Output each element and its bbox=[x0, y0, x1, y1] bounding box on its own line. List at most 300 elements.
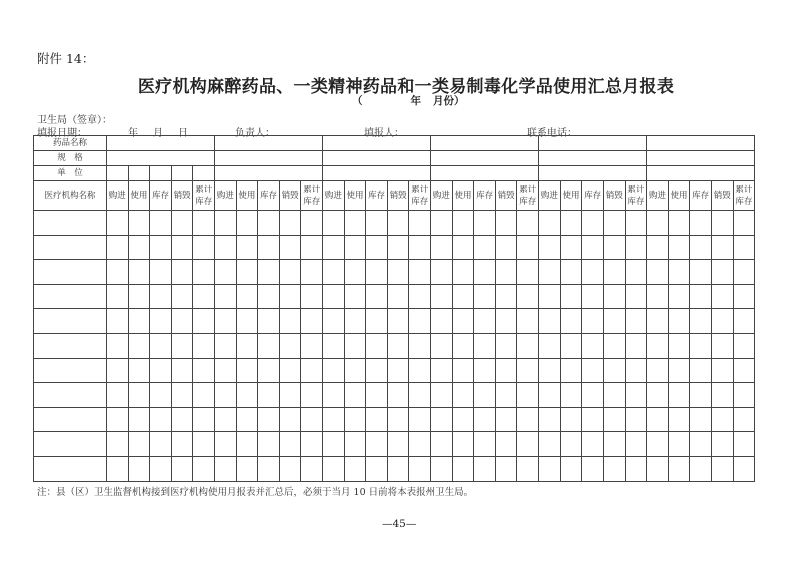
drug-name-input[interactable] bbox=[215, 136, 323, 151]
quantity-cell[interactable] bbox=[711, 284, 733, 309]
unit-input[interactable] bbox=[215, 166, 323, 181]
quantity-cell[interactable] bbox=[452, 260, 474, 285]
quantity-cell[interactable] bbox=[560, 407, 582, 432]
quantity-cell[interactable] bbox=[150, 235, 172, 260]
institution-name-cell[interactable] bbox=[34, 407, 107, 432]
quantity-cell[interactable] bbox=[258, 456, 280, 481]
quantity-cell[interactable] bbox=[344, 309, 366, 334]
quantity-cell[interactable] bbox=[431, 358, 453, 383]
quantity-cell[interactable] bbox=[474, 383, 496, 408]
institution-name-cell[interactable] bbox=[34, 235, 107, 260]
quantity-cell[interactable] bbox=[193, 407, 215, 432]
quantity-cell[interactable] bbox=[495, 260, 517, 285]
quantity-cell[interactable] bbox=[711, 309, 733, 334]
quantity-cell[interactable] bbox=[301, 358, 323, 383]
quantity-cell[interactable] bbox=[193, 432, 215, 457]
quantity-cell[interactable] bbox=[582, 235, 604, 260]
quantity-cell[interactable] bbox=[625, 333, 647, 358]
quantity-cell[interactable] bbox=[366, 284, 388, 309]
quantity-cell[interactable] bbox=[711, 432, 733, 457]
quantity-cell[interactable] bbox=[107, 456, 129, 481]
quantity-cell[interactable] bbox=[517, 309, 539, 334]
quantity-cell[interactable] bbox=[452, 383, 474, 408]
quantity-cell[interactable] bbox=[495, 383, 517, 408]
quantity-cell[interactable] bbox=[150, 358, 172, 383]
quantity-cell[interactable] bbox=[215, 432, 237, 457]
quantity-cell[interactable] bbox=[495, 358, 517, 383]
unit-input[interactable] bbox=[431, 166, 539, 181]
quantity-cell[interactable] bbox=[668, 333, 690, 358]
quantity-cell[interactable] bbox=[387, 309, 409, 334]
quantity-cell[interactable] bbox=[603, 260, 625, 285]
quantity-cell[interactable] bbox=[560, 235, 582, 260]
quantity-cell[interactable] bbox=[647, 333, 669, 358]
quantity-cell[interactable] bbox=[323, 260, 345, 285]
quantity-cell[interactable] bbox=[517, 456, 539, 481]
quantity-cell[interactable] bbox=[171, 211, 193, 236]
quantity-cell[interactable] bbox=[409, 383, 431, 408]
quantity-cell[interactable] bbox=[301, 260, 323, 285]
quantity-cell[interactable] bbox=[690, 260, 712, 285]
quantity-cell[interactable] bbox=[366, 358, 388, 383]
quantity-cell[interactable] bbox=[323, 432, 345, 457]
quantity-cell[interactable] bbox=[668, 309, 690, 334]
quantity-cell[interactable] bbox=[107, 407, 129, 432]
quantity-cell[interactable] bbox=[107, 333, 129, 358]
quantity-cell[interactable] bbox=[560, 456, 582, 481]
quantity-cell[interactable] bbox=[474, 309, 496, 334]
spec-input[interactable] bbox=[107, 151, 215, 166]
institution-name-cell[interactable] bbox=[34, 309, 107, 334]
quantity-cell[interactable] bbox=[387, 383, 409, 408]
quantity-cell[interactable] bbox=[647, 383, 669, 408]
quantity-cell[interactable] bbox=[150, 407, 172, 432]
quantity-cell[interactable] bbox=[236, 284, 258, 309]
quantity-cell[interactable] bbox=[582, 456, 604, 481]
quantity-cell[interactable] bbox=[236, 333, 258, 358]
institution-name-cell[interactable] bbox=[34, 456, 107, 481]
quantity-cell[interactable] bbox=[517, 358, 539, 383]
quantity-cell[interactable] bbox=[539, 333, 561, 358]
quantity-cell[interactable] bbox=[625, 358, 647, 383]
quantity-cell[interactable] bbox=[668, 358, 690, 383]
quantity-cell[interactable] bbox=[171, 383, 193, 408]
quantity-cell[interactable] bbox=[711, 358, 733, 383]
institution-name-cell[interactable] bbox=[34, 358, 107, 383]
quantity-cell[interactable] bbox=[215, 383, 237, 408]
quantity-cell[interactable] bbox=[409, 358, 431, 383]
quantity-cell[interactable] bbox=[647, 358, 669, 383]
quantity-cell[interactable] bbox=[603, 284, 625, 309]
quantity-cell[interactable] bbox=[301, 432, 323, 457]
quantity-cell[interactable] bbox=[582, 211, 604, 236]
quantity-cell[interactable] bbox=[279, 456, 301, 481]
quantity-cell[interactable] bbox=[236, 407, 258, 432]
quantity-cell[interactable] bbox=[733, 309, 755, 334]
quantity-cell[interactable] bbox=[582, 309, 604, 334]
spec-input[interactable] bbox=[539, 151, 647, 166]
quantity-cell[interactable] bbox=[323, 383, 345, 408]
quantity-cell[interactable] bbox=[366, 456, 388, 481]
quantity-cell[interactable] bbox=[387, 432, 409, 457]
quantity-cell[interactable] bbox=[193, 358, 215, 383]
quantity-cell[interactable] bbox=[539, 235, 561, 260]
quantity-cell[interactable] bbox=[409, 211, 431, 236]
quantity-cell[interactable] bbox=[107, 235, 129, 260]
quantity-cell[interactable] bbox=[215, 407, 237, 432]
quantity-cell[interactable] bbox=[431, 211, 453, 236]
quantity-cell[interactable] bbox=[560, 284, 582, 309]
quantity-cell[interactable] bbox=[733, 284, 755, 309]
quantity-cell[interactable] bbox=[560, 432, 582, 457]
quantity-cell[interactable] bbox=[279, 235, 301, 260]
quantity-cell[interactable] bbox=[431, 235, 453, 260]
quantity-cell[interactable] bbox=[431, 309, 453, 334]
unit-input[interactable] bbox=[107, 166, 129, 181]
unit-input[interactable] bbox=[193, 166, 215, 181]
quantity-cell[interactable] bbox=[539, 260, 561, 285]
quantity-cell[interactable] bbox=[560, 260, 582, 285]
quantity-cell[interactable] bbox=[107, 432, 129, 457]
quantity-cell[interactable] bbox=[603, 333, 625, 358]
quantity-cell[interactable] bbox=[279, 383, 301, 408]
quantity-cell[interactable] bbox=[517, 260, 539, 285]
quantity-cell[interactable] bbox=[647, 260, 669, 285]
quantity-cell[interactable] bbox=[431, 284, 453, 309]
quantity-cell[interactable] bbox=[323, 333, 345, 358]
quantity-cell[interactable] bbox=[215, 260, 237, 285]
quantity-cell[interactable] bbox=[387, 260, 409, 285]
quantity-cell[interactable] bbox=[647, 211, 669, 236]
quantity-cell[interactable] bbox=[733, 333, 755, 358]
quantity-cell[interactable] bbox=[711, 407, 733, 432]
quantity-cell[interactable] bbox=[387, 407, 409, 432]
quantity-cell[interactable] bbox=[258, 358, 280, 383]
quantity-cell[interactable] bbox=[582, 284, 604, 309]
quantity-cell[interactable] bbox=[366, 260, 388, 285]
quantity-cell[interactable] bbox=[323, 407, 345, 432]
quantity-cell[interactable] bbox=[539, 432, 561, 457]
quantity-cell[interactable] bbox=[647, 309, 669, 334]
quantity-cell[interactable] bbox=[171, 358, 193, 383]
quantity-cell[interactable] bbox=[539, 407, 561, 432]
quantity-cell[interactable] bbox=[517, 432, 539, 457]
quantity-cell[interactable] bbox=[128, 284, 150, 309]
quantity-cell[interactable] bbox=[279, 407, 301, 432]
quantity-cell[interactable] bbox=[171, 333, 193, 358]
quantity-cell[interactable] bbox=[258, 235, 280, 260]
quantity-cell[interactable] bbox=[171, 260, 193, 285]
drug-name-input[interactable] bbox=[431, 136, 539, 151]
quantity-cell[interactable] bbox=[690, 284, 712, 309]
quantity-cell[interactable] bbox=[690, 432, 712, 457]
drug-name-input[interactable] bbox=[107, 136, 215, 151]
unit-input[interactable] bbox=[150, 166, 172, 181]
drug-name-input[interactable] bbox=[323, 136, 431, 151]
quantity-cell[interactable] bbox=[431, 333, 453, 358]
quantity-cell[interactable] bbox=[517, 284, 539, 309]
quantity-cell[interactable] bbox=[409, 284, 431, 309]
quantity-cell[interactable] bbox=[495, 284, 517, 309]
quantity-cell[interactable] bbox=[258, 260, 280, 285]
quantity-cell[interactable] bbox=[301, 456, 323, 481]
quantity-cell[interactable] bbox=[517, 211, 539, 236]
quantity-cell[interactable] bbox=[452, 333, 474, 358]
quantity-cell[interactable] bbox=[431, 260, 453, 285]
quantity-cell[interactable] bbox=[236, 456, 258, 481]
quantity-cell[interactable] bbox=[452, 432, 474, 457]
quantity-cell[interactable] bbox=[409, 309, 431, 334]
quantity-cell[interactable] bbox=[474, 407, 496, 432]
quantity-cell[interactable] bbox=[128, 235, 150, 260]
quantity-cell[interactable] bbox=[668, 456, 690, 481]
quantity-cell[interactable] bbox=[150, 432, 172, 457]
quantity-cell[interactable] bbox=[107, 260, 129, 285]
quantity-cell[interactable] bbox=[128, 456, 150, 481]
institution-name-cell[interactable] bbox=[34, 211, 107, 236]
unit-input[interactable] bbox=[539, 166, 647, 181]
quantity-cell[interactable] bbox=[668, 284, 690, 309]
quantity-cell[interactable] bbox=[279, 333, 301, 358]
quantity-cell[interactable] bbox=[236, 432, 258, 457]
quantity-cell[interactable] bbox=[452, 407, 474, 432]
quantity-cell[interactable] bbox=[582, 407, 604, 432]
quantity-cell[interactable] bbox=[560, 383, 582, 408]
quantity-cell[interactable] bbox=[236, 383, 258, 408]
quantity-cell[interactable] bbox=[128, 383, 150, 408]
quantity-cell[interactable] bbox=[344, 284, 366, 309]
quantity-cell[interactable] bbox=[603, 309, 625, 334]
quantity-cell[interactable] bbox=[301, 309, 323, 334]
institution-name-cell[interactable] bbox=[34, 333, 107, 358]
quantity-cell[interactable] bbox=[236, 235, 258, 260]
quantity-cell[interactable] bbox=[215, 309, 237, 334]
quantity-cell[interactable] bbox=[128, 333, 150, 358]
quantity-cell[interactable] bbox=[517, 235, 539, 260]
quantity-cell[interactable] bbox=[690, 235, 712, 260]
quantity-cell[interactable] bbox=[582, 260, 604, 285]
quantity-cell[interactable] bbox=[539, 358, 561, 383]
quantity-cell[interactable] bbox=[431, 456, 453, 481]
quantity-cell[interactable] bbox=[409, 333, 431, 358]
quantity-cell[interactable] bbox=[452, 235, 474, 260]
quantity-cell[interactable] bbox=[128, 309, 150, 334]
quantity-cell[interactable] bbox=[733, 211, 755, 236]
quantity-cell[interactable] bbox=[193, 309, 215, 334]
quantity-cell[interactable] bbox=[107, 309, 129, 334]
quantity-cell[interactable] bbox=[366, 235, 388, 260]
quantity-cell[interactable] bbox=[258, 407, 280, 432]
quantity-cell[interactable] bbox=[474, 235, 496, 260]
quantity-cell[interactable] bbox=[193, 333, 215, 358]
unit-input[interactable] bbox=[171, 166, 193, 181]
quantity-cell[interactable] bbox=[647, 407, 669, 432]
unit-input[interactable] bbox=[128, 166, 150, 181]
quantity-cell[interactable] bbox=[517, 383, 539, 408]
quantity-cell[interactable] bbox=[279, 309, 301, 334]
quantity-cell[interactable] bbox=[150, 260, 172, 285]
quantity-cell[interactable] bbox=[409, 235, 431, 260]
quantity-cell[interactable] bbox=[344, 260, 366, 285]
quantity-cell[interactable] bbox=[625, 260, 647, 285]
quantity-cell[interactable] bbox=[128, 211, 150, 236]
spec-input[interactable] bbox=[323, 151, 431, 166]
quantity-cell[interactable] bbox=[409, 407, 431, 432]
quantity-cell[interactable] bbox=[474, 358, 496, 383]
quantity-cell[interactable] bbox=[474, 333, 496, 358]
quantity-cell[interactable] bbox=[279, 260, 301, 285]
quantity-cell[interactable] bbox=[279, 432, 301, 457]
quantity-cell[interactable] bbox=[495, 333, 517, 358]
quantity-cell[interactable] bbox=[690, 333, 712, 358]
quantity-cell[interactable] bbox=[236, 309, 258, 334]
quantity-cell[interactable] bbox=[171, 284, 193, 309]
quantity-cell[interactable] bbox=[366, 333, 388, 358]
quantity-cell[interactable] bbox=[193, 235, 215, 260]
quantity-cell[interactable] bbox=[495, 309, 517, 334]
quantity-cell[interactable] bbox=[733, 358, 755, 383]
quantity-cell[interactable] bbox=[323, 284, 345, 309]
quantity-cell[interactable] bbox=[387, 333, 409, 358]
quantity-cell[interactable] bbox=[171, 407, 193, 432]
quantity-cell[interactable] bbox=[150, 211, 172, 236]
quantity-cell[interactable] bbox=[668, 432, 690, 457]
quantity-cell[interactable] bbox=[711, 211, 733, 236]
quantity-cell[interactable] bbox=[107, 211, 129, 236]
quantity-cell[interactable] bbox=[107, 358, 129, 383]
quantity-cell[interactable] bbox=[150, 333, 172, 358]
quantity-cell[interactable] bbox=[236, 260, 258, 285]
quantity-cell[interactable] bbox=[539, 211, 561, 236]
quantity-cell[interactable] bbox=[733, 383, 755, 408]
quantity-cell[interactable] bbox=[733, 456, 755, 481]
quantity-cell[interactable] bbox=[215, 211, 237, 236]
quantity-cell[interactable] bbox=[258, 211, 280, 236]
quantity-cell[interactable] bbox=[366, 383, 388, 408]
quantity-cell[interactable] bbox=[474, 432, 496, 457]
quantity-cell[interactable] bbox=[452, 309, 474, 334]
institution-name-cell[interactable] bbox=[34, 383, 107, 408]
quantity-cell[interactable] bbox=[215, 456, 237, 481]
quantity-cell[interactable] bbox=[344, 358, 366, 383]
quantity-cell[interactable] bbox=[733, 432, 755, 457]
quantity-cell[interactable] bbox=[301, 333, 323, 358]
spec-input[interactable] bbox=[215, 151, 323, 166]
quantity-cell[interactable] bbox=[452, 211, 474, 236]
quantity-cell[interactable] bbox=[171, 235, 193, 260]
institution-name-cell[interactable] bbox=[34, 432, 107, 457]
quantity-cell[interactable] bbox=[344, 235, 366, 260]
quantity-cell[interactable] bbox=[236, 358, 258, 383]
quantity-cell[interactable] bbox=[323, 456, 345, 481]
quantity-cell[interactable] bbox=[733, 260, 755, 285]
quantity-cell[interactable] bbox=[625, 456, 647, 481]
quantity-cell[interactable] bbox=[193, 211, 215, 236]
quantity-cell[interactable] bbox=[647, 456, 669, 481]
quantity-cell[interactable] bbox=[582, 383, 604, 408]
quantity-cell[interactable] bbox=[711, 235, 733, 260]
quantity-cell[interactable] bbox=[107, 284, 129, 309]
quantity-cell[interactable] bbox=[539, 456, 561, 481]
quantity-cell[interactable] bbox=[690, 309, 712, 334]
quantity-cell[interactable] bbox=[431, 383, 453, 408]
quantity-cell[interactable] bbox=[452, 456, 474, 481]
quantity-cell[interactable] bbox=[258, 333, 280, 358]
quantity-cell[interactable] bbox=[323, 211, 345, 236]
quantity-cell[interactable] bbox=[215, 333, 237, 358]
quantity-cell[interactable] bbox=[474, 456, 496, 481]
quantity-cell[interactable] bbox=[711, 456, 733, 481]
quantity-cell[interactable] bbox=[301, 407, 323, 432]
spec-input[interactable] bbox=[431, 151, 539, 166]
quantity-cell[interactable] bbox=[690, 358, 712, 383]
quantity-cell[interactable] bbox=[474, 211, 496, 236]
quantity-cell[interactable] bbox=[452, 358, 474, 383]
quantity-cell[interactable] bbox=[344, 211, 366, 236]
quantity-cell[interactable] bbox=[344, 407, 366, 432]
quantity-cell[interactable] bbox=[733, 235, 755, 260]
drug-name-input[interactable] bbox=[539, 136, 647, 151]
quantity-cell[interactable] bbox=[647, 235, 669, 260]
quantity-cell[interactable] bbox=[107, 383, 129, 408]
quantity-cell[interactable] bbox=[344, 333, 366, 358]
quantity-cell[interactable] bbox=[603, 358, 625, 383]
quantity-cell[interactable] bbox=[323, 309, 345, 334]
quantity-cell[interactable] bbox=[539, 309, 561, 334]
quantity-cell[interactable] bbox=[258, 309, 280, 334]
quantity-cell[interactable] bbox=[366, 211, 388, 236]
quantity-cell[interactable] bbox=[733, 407, 755, 432]
quantity-cell[interactable] bbox=[301, 284, 323, 309]
drug-name-input[interactable] bbox=[647, 136, 755, 151]
quantity-cell[interactable] bbox=[603, 407, 625, 432]
quantity-cell[interactable] bbox=[323, 235, 345, 260]
quantity-cell[interactable] bbox=[279, 284, 301, 309]
quantity-cell[interactable] bbox=[128, 407, 150, 432]
quantity-cell[interactable] bbox=[301, 211, 323, 236]
institution-name-cell[interactable] bbox=[34, 260, 107, 285]
quantity-cell[interactable] bbox=[215, 358, 237, 383]
quantity-cell[interactable] bbox=[323, 358, 345, 383]
quantity-cell[interactable] bbox=[474, 284, 496, 309]
quantity-cell[interactable] bbox=[366, 407, 388, 432]
quantity-cell[interactable] bbox=[128, 260, 150, 285]
quantity-cell[interactable] bbox=[150, 284, 172, 309]
quantity-cell[interactable] bbox=[603, 432, 625, 457]
quantity-cell[interactable] bbox=[279, 211, 301, 236]
quantity-cell[interactable] bbox=[409, 260, 431, 285]
quantity-cell[interactable] bbox=[668, 235, 690, 260]
spec-input[interactable] bbox=[647, 151, 755, 166]
quantity-cell[interactable] bbox=[668, 260, 690, 285]
quantity-cell[interactable] bbox=[625, 235, 647, 260]
quantity-cell[interactable] bbox=[539, 383, 561, 408]
quantity-cell[interactable] bbox=[366, 309, 388, 334]
quantity-cell[interactable] bbox=[560, 333, 582, 358]
quantity-cell[interactable] bbox=[690, 456, 712, 481]
quantity-cell[interactable] bbox=[647, 432, 669, 457]
unit-input[interactable] bbox=[323, 166, 431, 181]
quantity-cell[interactable] bbox=[495, 456, 517, 481]
quantity-cell[interactable] bbox=[560, 358, 582, 383]
institution-name-cell[interactable] bbox=[34, 284, 107, 309]
quantity-cell[interactable] bbox=[517, 407, 539, 432]
quantity-cell[interactable] bbox=[539, 284, 561, 309]
quantity-cell[interactable] bbox=[387, 284, 409, 309]
quantity-cell[interactable] bbox=[668, 211, 690, 236]
quantity-cell[interactable] bbox=[495, 407, 517, 432]
quantity-cell[interactable] bbox=[495, 235, 517, 260]
